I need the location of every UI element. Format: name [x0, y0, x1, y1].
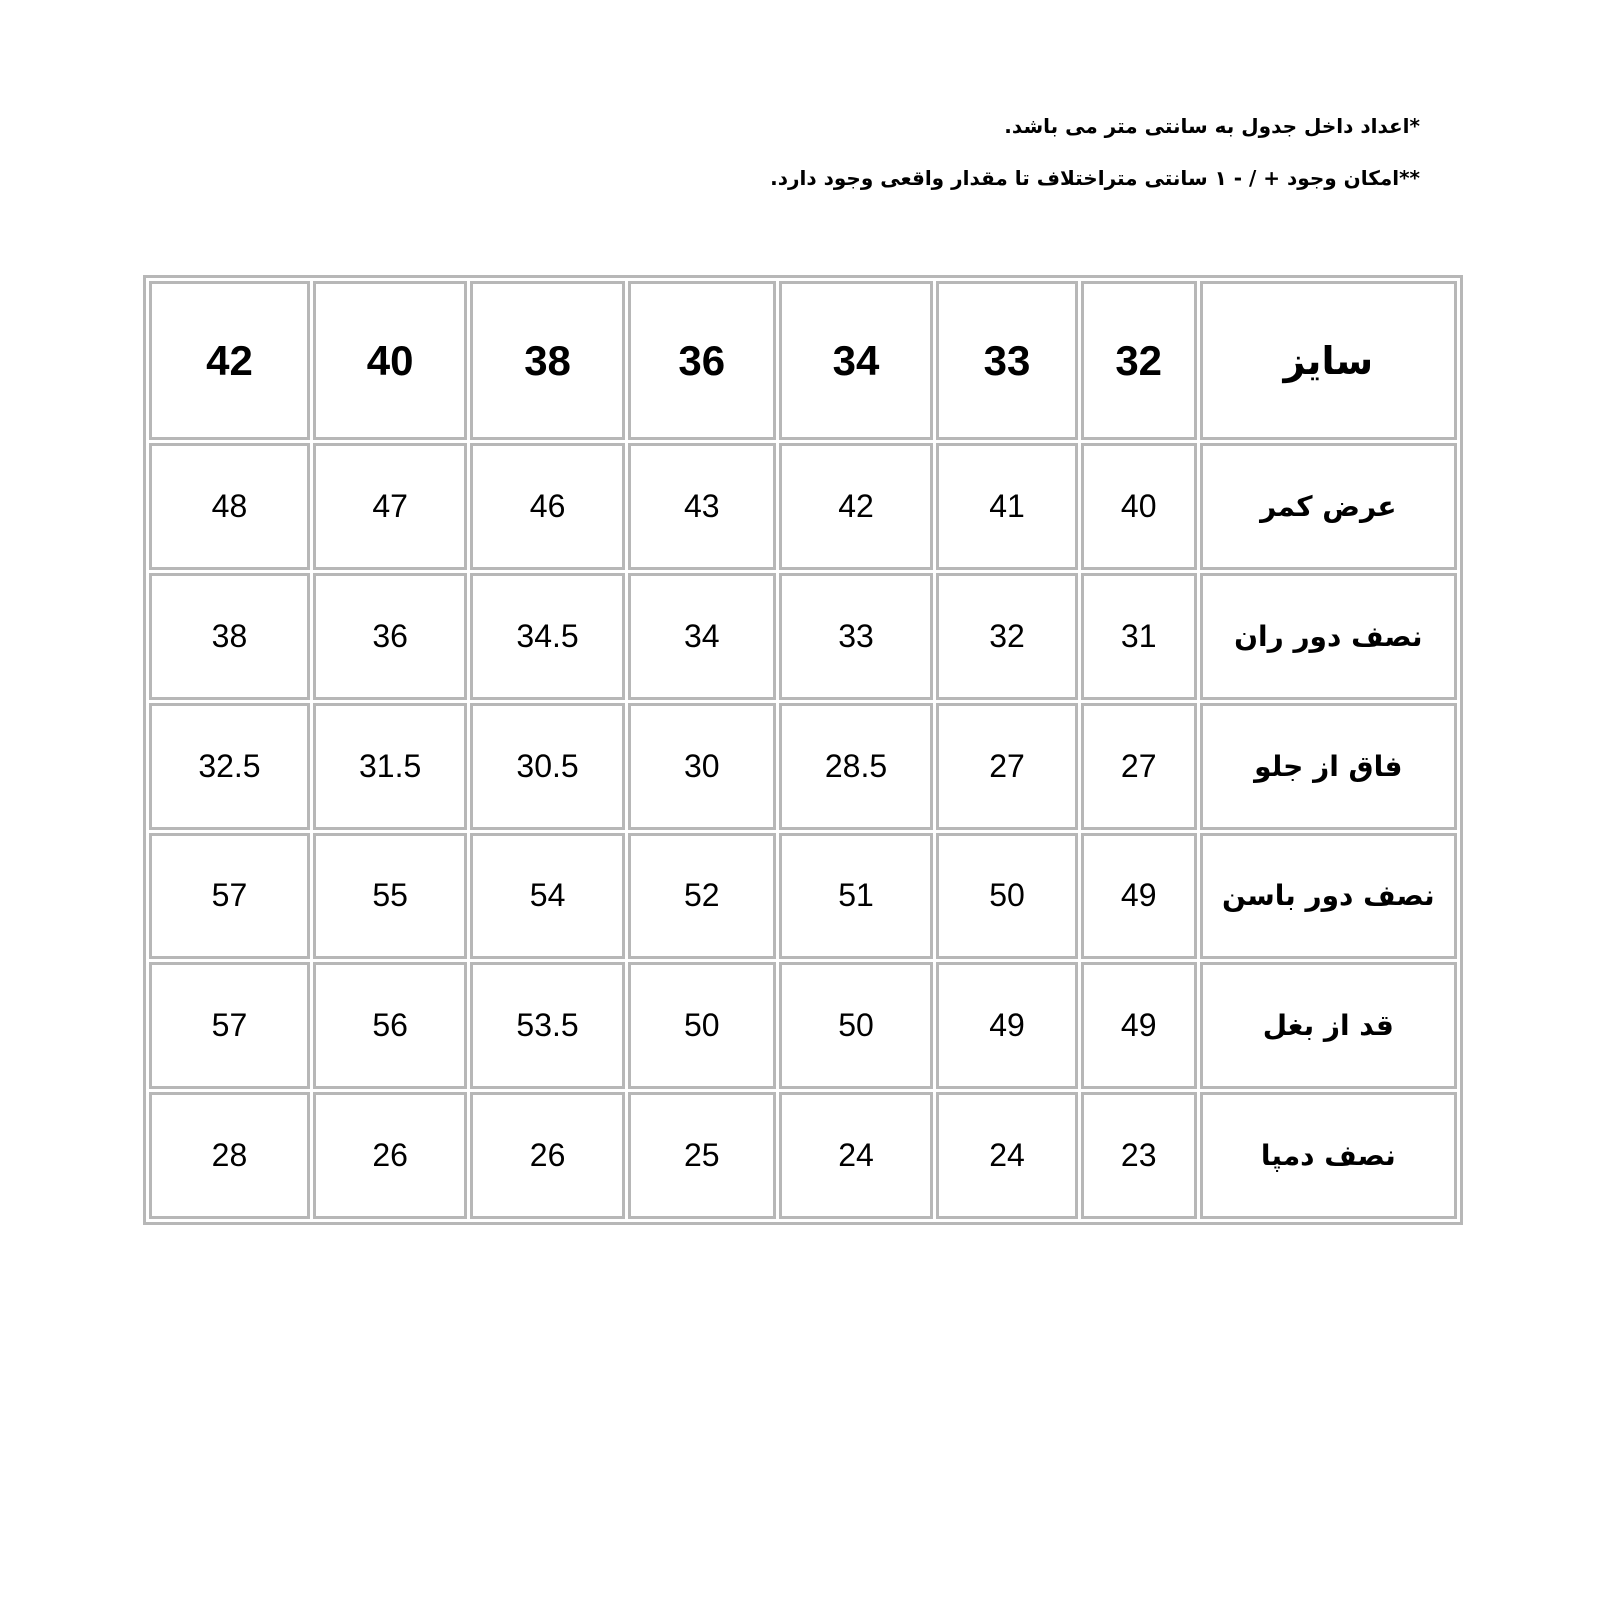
note-units: *اعداد داخل جدول به سانتی متر می باشد.: [1004, 114, 1420, 138]
table-cell: 52: [628, 833, 776, 960]
row-label: نصف دور باسن: [1200, 833, 1457, 960]
table-cell: 27: [936, 703, 1078, 830]
row-label: نصف دور ران: [1200, 573, 1457, 700]
table-cell: 30: [628, 703, 776, 830]
size-header: 42: [149, 281, 310, 440]
table-row: [149, 962, 1457, 1089]
table-cell: 49: [1081, 962, 1197, 1089]
table-cell: 38: [149, 573, 310, 700]
header-label: سایز: [1200, 281, 1457, 440]
table-cell: 42: [779, 443, 933, 570]
table-cell: 57: [149, 833, 310, 960]
table-cell: 31: [1081, 573, 1197, 700]
table-cell: 27: [1081, 703, 1197, 830]
table-cell: 25: [628, 1092, 776, 1219]
table-row: [149, 703, 1457, 830]
table-cell: 50: [936, 833, 1078, 960]
row-label: عرض کمر: [1200, 443, 1457, 570]
notes-section: [660, 112, 1420, 216]
table-cell: 48: [149, 443, 310, 570]
table-cell: 56: [313, 962, 467, 1089]
size-table: [143, 275, 1463, 1225]
table-cell: 51: [779, 833, 933, 960]
table-cell: 32: [936, 573, 1078, 700]
table-cell: 28: [149, 1092, 310, 1219]
row-label: فاق از جلو: [1200, 703, 1457, 830]
table-cell: 57: [149, 962, 310, 1089]
table-cell: 55: [313, 833, 467, 960]
table-cell: 30.5: [470, 703, 624, 830]
table-cell: 46: [470, 443, 624, 570]
table-cell: 54: [470, 833, 624, 960]
table-cell: 28.5: [779, 703, 933, 830]
table-row: [149, 573, 1457, 700]
table-cell: 26: [470, 1092, 624, 1219]
table-cell: 50: [628, 962, 776, 1089]
table-cell: 36: [313, 573, 467, 700]
size-chart: [143, 275, 1463, 1225]
table-row: [149, 443, 1457, 570]
table-cell: 26: [313, 1092, 467, 1219]
table-cell: 40: [1081, 443, 1197, 570]
table-cell: 31.5: [313, 703, 467, 830]
row-label: قد از بغل: [1200, 962, 1457, 1089]
table-cell: 43: [628, 443, 776, 570]
table-cell: 33: [779, 573, 933, 700]
size-header: 34: [779, 281, 933, 440]
table-cell: 53.5: [470, 962, 624, 1089]
table-cell: 24: [936, 1092, 1078, 1219]
note-tolerance: **امکان وجود + / - ۱ سانتی متراختلاف تا مقدار واقعی وجود دارد.: [770, 166, 1420, 190]
table-cell: 24: [779, 1092, 933, 1219]
row-label: نصف دمپا: [1200, 1092, 1457, 1219]
table-cell: 49: [936, 962, 1078, 1089]
table-header-row: [149, 281, 1457, 440]
table-cell: 34.5: [470, 573, 624, 700]
size-header: 33: [936, 281, 1078, 440]
table-row: [149, 1092, 1457, 1219]
table-cell: 34: [628, 573, 776, 700]
table-cell: 41: [936, 443, 1078, 570]
size-header: 32: [1081, 281, 1197, 440]
table-cell: 49: [1081, 833, 1197, 960]
table-row: [149, 833, 1457, 960]
size-header: 38: [470, 281, 624, 440]
table-cell: 32.5: [149, 703, 310, 830]
size-header: 36: [628, 281, 776, 440]
size-header: 40: [313, 281, 467, 440]
table-cell: 50: [779, 962, 933, 1089]
table-cell: 23: [1081, 1092, 1197, 1219]
table-cell: 47: [313, 443, 467, 570]
